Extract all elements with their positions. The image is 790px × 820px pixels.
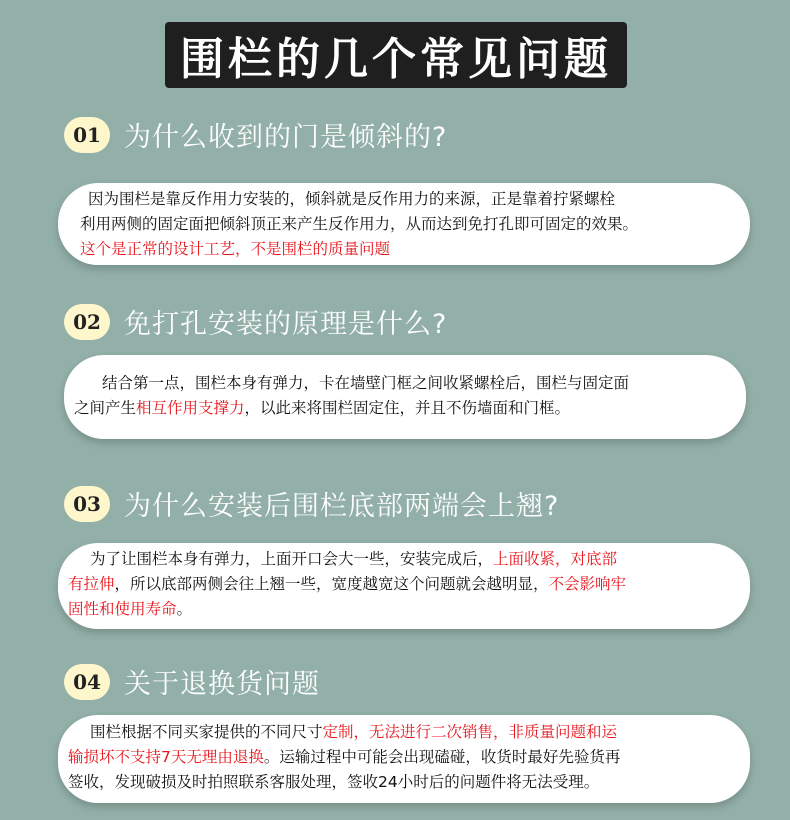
answer-4-text-b: 。运输过程中可能会出现磕碰，收货时最好先验货再 bbox=[263, 748, 621, 766]
answer-3-card bbox=[58, 543, 750, 629]
answer-3-text-a: 为了让围栏本身有弹力，上面开口会大一些，安装完成后， bbox=[90, 550, 494, 568]
answer-1-line-1: 因为围栏是靠反作用力安装的，倾斜就是反作用力的来源，正是靠着拧紧螺栓 bbox=[88, 190, 616, 208]
answer-1-line-2: 利用两侧的固定面把倾斜顶正来产生反作用力，从而达到免打孔即可固定的效果。 bbox=[80, 215, 639, 233]
answer-4-text-a: 围栏根据不同买家提供的不同尺寸 bbox=[90, 723, 323, 741]
answer-4-line-1 bbox=[68, 720, 740, 745]
answer-4-highlight-1: 定制，无法进行二次销售，非质量问题和运 bbox=[322, 723, 618, 741]
answer-2-text-a: 之间产生 bbox=[74, 399, 137, 417]
title-banner bbox=[165, 22, 627, 88]
answer-3-text-c: 。 bbox=[176, 600, 193, 618]
page-title: 围栏的几个常见问题 bbox=[180, 34, 612, 85]
answer-3-highlight-2: 有拉伸 bbox=[68, 575, 115, 593]
answer-2-highlight: 相互作用支撑力 bbox=[136, 399, 245, 417]
question-3-title: 为什么安装后围栏底部两端会上翘? bbox=[124, 491, 560, 522]
question-1-title: 为什么收到的门是倾斜的? bbox=[124, 122, 448, 153]
answer-3-line-1 bbox=[68, 547, 740, 572]
answer-1-card bbox=[58, 183, 750, 265]
question-2-title: 免打孔安装的原理是什么? bbox=[124, 309, 448, 340]
answer-3-highlight-3: 不会影响牢 bbox=[548, 575, 627, 593]
question-2-header bbox=[64, 302, 447, 341]
question-1-header bbox=[64, 115, 447, 154]
question-3-header bbox=[64, 484, 559, 523]
answer-4-highlight-2: 输损坏不支持7天无理由退换 bbox=[68, 748, 264, 766]
answer-2-text-b: ，以此来将围栏固定住，并且不伤墙面和门框。 bbox=[244, 399, 571, 417]
answer-3-line-2 bbox=[68, 572, 740, 597]
answer-3-line-3 bbox=[68, 597, 740, 622]
answer-4-line-2 bbox=[68, 745, 740, 770]
answer-3-text-b: ，所以底部两侧会往上翘一些，宽度越宽这个问题就会越明显， bbox=[114, 575, 549, 593]
question-4-header bbox=[64, 662, 320, 701]
answer-4-card bbox=[58, 715, 750, 803]
question-4-title: 关于退换货问题 bbox=[124, 669, 320, 700]
answer-4-line-3: 签收，发现破损及时拍照联系客服处理，签收24小时后的问题件将无法受理。 bbox=[68, 773, 600, 791]
answer-3-highlight-4: 固性和使用寿命 bbox=[68, 600, 177, 618]
answer-1-highlight: 这个是正常的设计工艺，不是围栏的质量问题 bbox=[80, 240, 391, 258]
question-2-number-badge: 02 bbox=[64, 304, 110, 340]
question-3-number-badge: 03 bbox=[64, 486, 110, 522]
question-4-number-badge: 04 bbox=[64, 664, 110, 700]
answer-2-line-1: 结合第一点，围栏本身有弹力，卡在墙壁门框之间收紧螺栓后，围栏与固定面 bbox=[102, 374, 630, 392]
question-1-number-badge: 01 bbox=[64, 117, 110, 153]
answer-3-highlight-1: 上面收紧，对底部 bbox=[493, 550, 618, 568]
answer-2-line-2 bbox=[74, 396, 736, 421]
answer-2-card bbox=[64, 355, 746, 439]
